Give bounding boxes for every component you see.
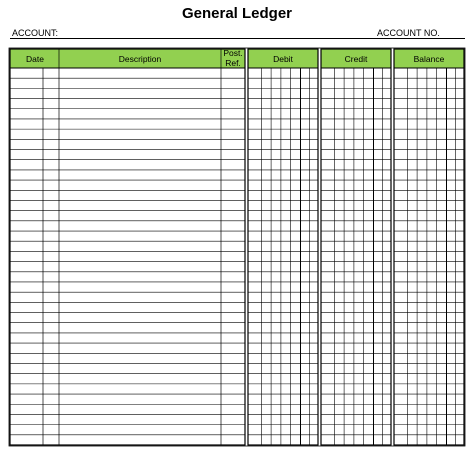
balance-header: Balance [413,54,445,64]
ledger-outer-frame [9,48,465,446]
ledger-grid [9,48,465,446]
post-ref-header-line2: Ref. [225,58,241,68]
ledger-title: General Ledger [181,5,293,22]
date-header: Date [26,54,44,64]
entry-block-border [10,49,245,445]
post-ref-header-line1: Post. [223,48,243,58]
account-no-label: ACCOUNT NO. [377,28,440,38]
description-header: Description [118,54,162,64]
credit-block-border [321,49,391,445]
account-label: ACCOUNT: [12,28,59,38]
debit-block-border [248,49,318,445]
credit-header: Credit [344,54,368,64]
balance-block-border [394,49,464,445]
debit-header: Debit [273,54,293,64]
